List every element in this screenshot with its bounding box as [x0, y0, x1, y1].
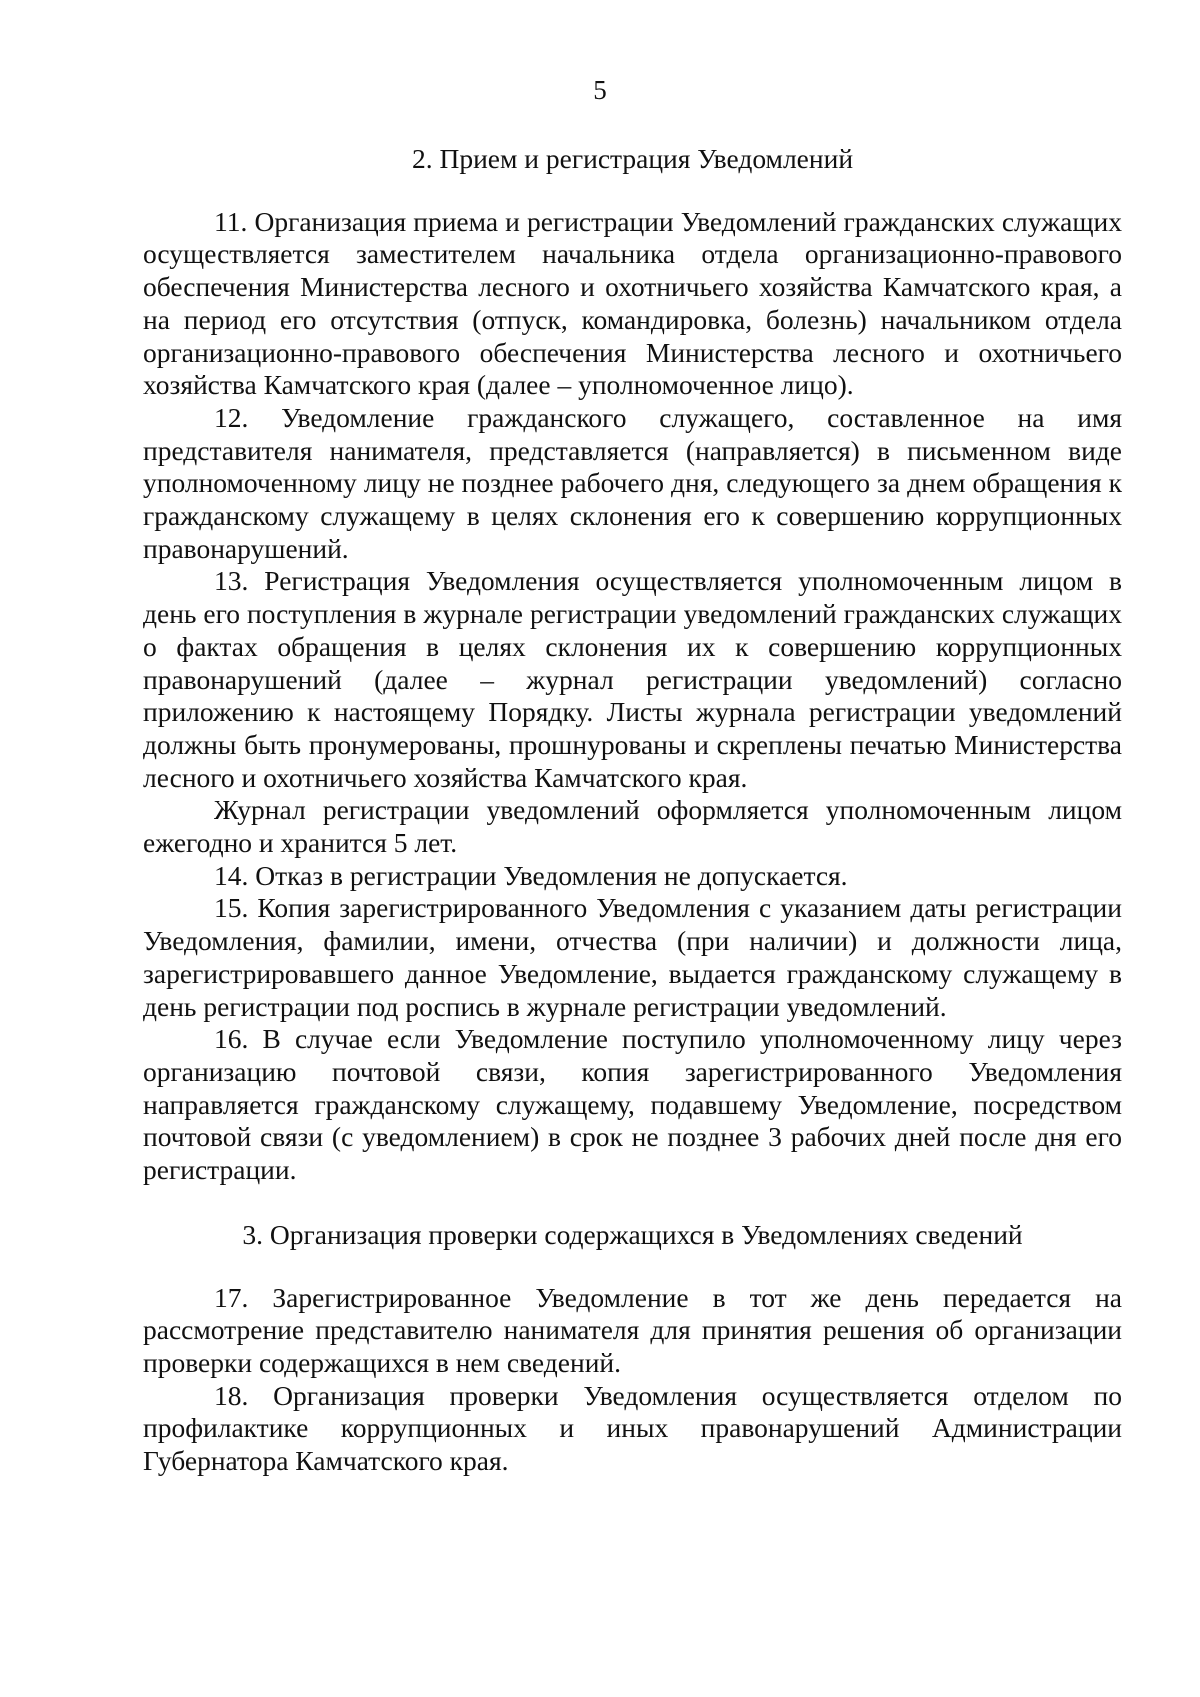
document-body: [143, 143, 1122, 1478]
paragraph-17: 17. Зарегистрированное Уведомление в тот же день передается на рассмотрение представителю нанимателя для принятия решения об организации проверки содержащихся в нем сведений.: [143, 1281, 1122, 1378]
section-3-heading: 3. Организация проверки содержащихся в Уведомлениях сведений: [242, 1218, 1023, 1250]
page-number: 5: [593, 75, 607, 105]
paragraph-15: 15. Копия зарегистрированного Уведомления с указанием даты регистрации Уведомления, фамилии, имени, отчества (при наличии) и должности лица, зарегистрировавшего данное Уведомление, выдается гражданскому служащему в день регистрации под роспись в журнале регистрации уведомлений.: [143, 892, 1122, 1022]
paragraph-14: 14. Отказ в регистрации Уведомления не допускается.: [214, 859, 848, 891]
section-2-heading: 2. Прием и регистрация Уведомлений: [411, 143, 854, 174]
paragraph-13: 13. Регистрация Уведомления осуществляется уполномоченным лицом в день его поступления в журнале регистрации уведомлений гражданских служащих о фактах обращения в целях склонения их к совершению коррупционных правонарушений (далее – журнал регистрации уведомлений) согласно приложению к настоящему Порядку. Листы журнала регистрации уведомлений должны быть пронумерованы, прошнурованы и скреплены печатью Министерства лесного и охотничьего хозяйства Камчатского края.: [143, 565, 1122, 793]
paragraph-18: 18. Организация проверки Уведомления осуществляется отделом по профилактике коррупционных и иных правонарушений Администрации Губернатора Камчатского края.: [143, 1379, 1122, 1477]
paragraph-13-journal: Журнал регистрации уведомлений оформляется уполномоченным лицом ежегодно и хранится 5 лет.: [143, 794, 1122, 859]
paragraph-12: 12. Уведомление гражданского служащего, составленное на имя представителя нанимателя, представляется (направляется) в письменном виде уполномоченному лицу не позднее рабочего дня, следующего за днем обращения к гражданскому служащему в целях склонения его к совершению коррупционных правонарушений.: [143, 401, 1122, 564]
paragraph-11: 11. Организация приема и регистрации Уведомлений гражданских служащих осуществляется заместителем начальника отдела организационно-правового обеспечения Министерства лесного и охотничьего хозяйства Камчатского края, а на период его отсутствия (отпуск, командировка, болезнь) начальником отдела организационно-правового обеспечения Министерства лесного и охотничьего хозяйства Камчатского края (далее – уполномоченное лицо).: [143, 205, 1122, 401]
paragraph-16: 16. В случае если Уведомление поступило уполномоченному лицу через организацию почтовой связи, копия зарегистрированного Уведомления направляется гражданскому служащему, подавшему Уведомление, посредством почтовой связи (с уведомлением) в срок не позднее 3 рабочих дней после дня его регистрации.: [143, 1023, 1122, 1186]
